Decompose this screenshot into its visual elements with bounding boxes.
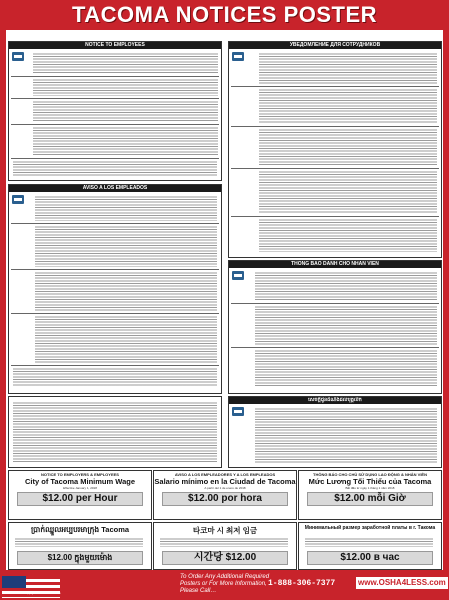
tacoma-logo — [12, 195, 24, 204]
panel-heading: NOTICE TO EMPLOYEES — [9, 42, 221, 49]
wage-amount: $12.00 в час — [307, 551, 433, 565]
wage-notice-spanish — [153, 470, 297, 520]
body-text — [255, 305, 437, 345]
panel-heading: AVISO A LOS EMPLEADOS — [9, 185, 221, 192]
body-text — [35, 225, 217, 267]
body-text — [13, 401, 217, 463]
panel-heading: សេចក្តីជូនដំណឹងដល់បុគ្គលិក — [229, 397, 441, 404]
tacoma-logo — [232, 407, 244, 416]
wage-notice-title: Минимальный размер заработной платы в г. Такома — [304, 525, 436, 531]
tacoma-logo — [232, 271, 244, 280]
brand-logo[interactable]: www.OSHA4LESS.com — [358, 578, 446, 587]
body-text — [259, 128, 437, 166]
wage-notice-title: City of Tacoma Minimum Wage — [24, 477, 135, 486]
body-text — [15, 537, 143, 547]
body-text — [259, 170, 437, 214]
body-text — [33, 78, 218, 96]
tacoma-logo — [232, 52, 244, 61]
poster-title: TACOMA NOTICES POSTER — [71, 2, 378, 27]
wage-notice-russian — [298, 522, 442, 570]
wage-notice-title: ប្រាក់ឈ្នួលអប្បបរមាក្រុង Tacoma — [30, 525, 130, 534]
wage-notice-title: Salario mínimo en la Ciudad de Tacoma — [154, 477, 296, 486]
body-text — [13, 160, 217, 176]
body-text — [33, 100, 218, 122]
body-text — [255, 349, 437, 387]
body-text — [160, 537, 288, 547]
footer-copyright: TPL-TAC-2017-1 Copyright © 2018 OSHA4LESS — [4, 592, 61, 595]
wage-notice-date: A partir del 1 de enero de 2018 — [204, 486, 246, 490]
wage-notice-title: Mức Lương Tối Thiểu của Tacoma — [308, 477, 432, 486]
wage-amount: $12.00 ក្នុងមួយម៉ោង — [17, 551, 143, 565]
body-text — [259, 52, 437, 84]
wage-notice-heading: THÔNG BÁO CHO CHỦ SỬ DỤNG LAO ĐỘNG & NHÂN VIÊN — [313, 472, 427, 477]
panel-heading: УВЕДОМЛЕНИЕ ДЛЯ СОТРУДНИКОВ — [229, 42, 441, 49]
wage-notice-date: Effective January 1, 2018 — [63, 486, 97, 490]
wage-amount: $12.00 per Hour — [17, 492, 143, 506]
body-text — [33, 126, 218, 156]
panel-russian — [228, 41, 442, 258]
body-text — [305, 537, 433, 547]
tacoma-logo — [12, 52, 24, 61]
title-bar — [0, 0, 449, 30]
wage-notice-date: Bắt đầu từ ngày 1 tháng 1 năm 2018 — [345, 486, 395, 490]
wage-notice-khmer — [8, 522, 152, 570]
body-text — [35, 195, 217, 221]
wage-notice-heading: NOTICE TO EMPLOYERS & EMPLOYEES — [41, 472, 119, 477]
panel-supplement — [8, 396, 222, 468]
panel-english — [8, 41, 222, 181]
body-text — [13, 367, 217, 387]
panel-spanish — [8, 184, 222, 394]
wage-notice-title: 타코마 시 최저 임금 — [192, 526, 258, 535]
body-text — [33, 52, 218, 74]
phone-number[interactable]: 1-888-306-7377 — [268, 579, 336, 588]
wage-amount: $12.00 mỗi Giờ — [307, 492, 433, 506]
wage-notice-vietnamese — [298, 470, 442, 520]
wage-notice-english — [8, 470, 152, 520]
panel-vietnamese — [228, 260, 442, 394]
wage-amount: 시간당 $12.00 — [162, 551, 288, 565]
body-text — [259, 218, 437, 252]
body-text — [35, 271, 217, 311]
body-text — [255, 407, 437, 463]
wage-notice-korean — [153, 522, 297, 570]
body-text — [259, 88, 437, 124]
wage-notice-heading: AVISO A LOS EMPLEADORES Y A LOS EMPLEADOS — [174, 472, 276, 477]
body-text — [35, 315, 217, 363]
body-text — [255, 271, 437, 301]
order-info: To Order Any Additional Required Posters or For More Information, Please Call… — [180, 574, 270, 594]
panel-heading: THÔNG BÁO DÀNH CHO NHÂN VIÊN — [229, 261, 441, 268]
wage-amount: $12.00 por hora — [162, 492, 288, 506]
panel-khmer — [228, 396, 442, 468]
poster-sheet — [6, 30, 443, 570]
